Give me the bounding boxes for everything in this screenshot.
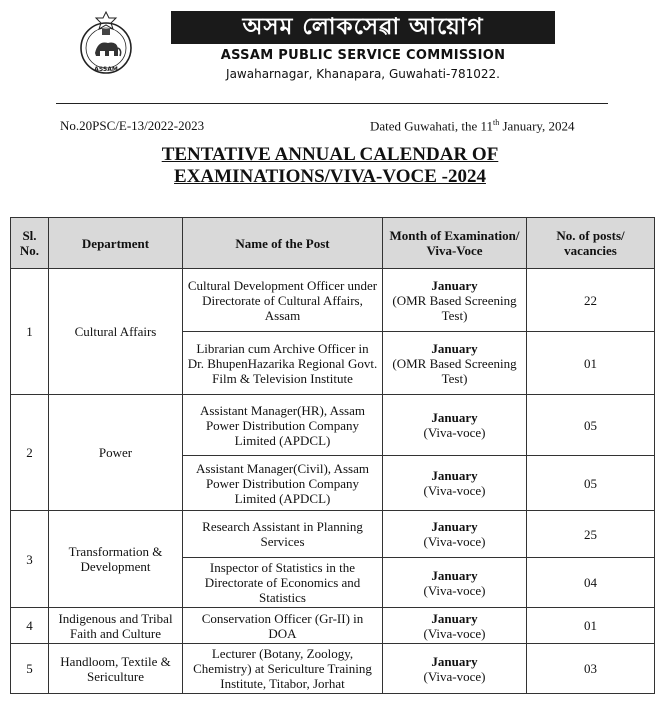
sl-no-cell: 3 xyxy=(11,511,49,608)
vacancy-count-cell: 05 xyxy=(527,456,655,511)
vacancy-count-cell: 01 xyxy=(527,332,655,395)
exam-mode: (Viva-voce) xyxy=(423,668,486,684)
dated-sup: th xyxy=(492,118,500,127)
commission-banner: অসম লোকসেৱা আয়োগ xyxy=(171,11,555,44)
exam-mode: (Viva-voce) xyxy=(423,534,486,549)
department-cell: Indigenous and Tribal Faith and Culture xyxy=(49,608,183,644)
exam-month: January xyxy=(431,410,478,425)
department-cell: Handloom, Textile & Sericulture xyxy=(49,644,183,694)
post-name-cell: Assistant Manager(Civil), Assam Power Distribution Company Limited (APDCL) xyxy=(183,456,383,511)
dated-line xyxy=(370,118,575,134)
vacancy-count-cell: 04 xyxy=(527,558,655,608)
document-title xyxy=(110,144,550,188)
table-row xyxy=(11,511,655,558)
table-header-row xyxy=(11,218,655,269)
table-row xyxy=(11,269,655,332)
vacancy-count-cell: 22 xyxy=(527,269,655,332)
vacancy-count-cell: 25 xyxy=(527,511,655,558)
exam-month-cell xyxy=(383,395,527,456)
exam-month-cell xyxy=(383,608,527,644)
exam-mode: (OMR Based Screening Test) xyxy=(392,355,517,386)
vacancy-count-cell: 01 xyxy=(527,608,655,644)
exam-month: January xyxy=(431,277,478,293)
seal-label: ASSAM xyxy=(94,66,118,73)
post-name-cell: Inspector of Statistics in the Directorate of Economics and Statistics xyxy=(183,558,383,608)
exam-mode: (Viva-voce) xyxy=(423,425,486,440)
header-posts: No. of posts/ vacancies xyxy=(527,218,655,269)
dated-suffix: January, 2024 xyxy=(499,118,575,134)
header-sl-no: Sl. No. xyxy=(11,218,49,269)
exam-month: January xyxy=(431,653,478,669)
post-name-cell: Research Assistant in Planning Services xyxy=(183,511,383,558)
exam-month: January xyxy=(431,468,478,483)
exam-month-cell xyxy=(383,511,527,558)
sl-no-cell: 1 xyxy=(11,269,49,395)
table-row xyxy=(11,395,655,456)
header-post: Name of the Post xyxy=(183,218,383,269)
table-row xyxy=(11,644,655,694)
exam-mode: (Viva-voce) xyxy=(423,582,486,598)
post-name-cell: Lecturer (Botany, Zoology, Chemistry) at Sericulture Training Institute, Titabor, Jorhat xyxy=(183,644,383,694)
vacancy-count-cell: 05 xyxy=(527,395,655,456)
post-name-cell: Conservation Officer (Gr-II) in DOA xyxy=(183,608,383,644)
commission-address: Jawaharnagar, Khanapara, Guwahati-781022. xyxy=(226,67,500,81)
exam-month-cell xyxy=(383,332,527,395)
reference-number: No.20PSC/E-13/2022-2023 xyxy=(60,118,205,133)
exam-calendar-table xyxy=(10,217,655,694)
exam-month: January xyxy=(431,340,478,356)
header-department: Department xyxy=(49,218,183,269)
vacancy-count-cell: 03 xyxy=(527,644,655,694)
table-body xyxy=(11,269,655,694)
department-cell: Power xyxy=(49,395,183,511)
header-month: Month of Examination/ Viva-Voce xyxy=(383,218,527,269)
post-name-cell: Assistant Manager(HR), Assam Power Distribution Company Limited (APDCL) xyxy=(183,395,383,456)
header-divider xyxy=(56,103,608,104)
exam-mode: (OMR Based Screening Test) xyxy=(392,292,517,323)
exam-month-cell xyxy=(383,269,527,332)
post-name-cell: Librarian cum Archive Officer in Dr. BhupenHazarika Regional Govt. Film & Television Institute xyxy=(183,332,383,395)
exam-month: January xyxy=(431,610,478,626)
exam-month: January xyxy=(431,519,478,534)
sl-no-cell: 4 xyxy=(11,608,49,644)
title-line-1: TENTATIVE ANNUAL CALENDAR OF xyxy=(161,144,499,165)
commission-name: ASSAM PUBLIC SERVICE COMMISSION xyxy=(220,48,506,63)
exam-mode: (Viva-voce) xyxy=(423,625,486,641)
exam-month-cell xyxy=(383,558,527,608)
sl-no-cell: 2 xyxy=(11,395,49,511)
department-cell: Transformation & Development xyxy=(49,511,183,608)
title-line-2: EXAMINATIONS/VIVA-VOCE -2024 xyxy=(174,166,486,187)
exam-month: January xyxy=(431,567,478,583)
table-row xyxy=(11,608,655,644)
dated-prefix: Dated Guwahati, the 11 xyxy=(370,118,493,134)
post-name-cell: Cultural Development Officer under Directorate of Cultural Affairs, Assam xyxy=(183,269,383,332)
department-cell: Cultural Affairs xyxy=(49,269,183,395)
assam-emblem-icon xyxy=(78,10,134,76)
exam-month-cell xyxy=(383,644,527,694)
exam-month-cell xyxy=(383,456,527,511)
exam-mode: (Viva-voce) xyxy=(423,483,486,498)
sl-no-cell: 5 xyxy=(11,644,49,694)
